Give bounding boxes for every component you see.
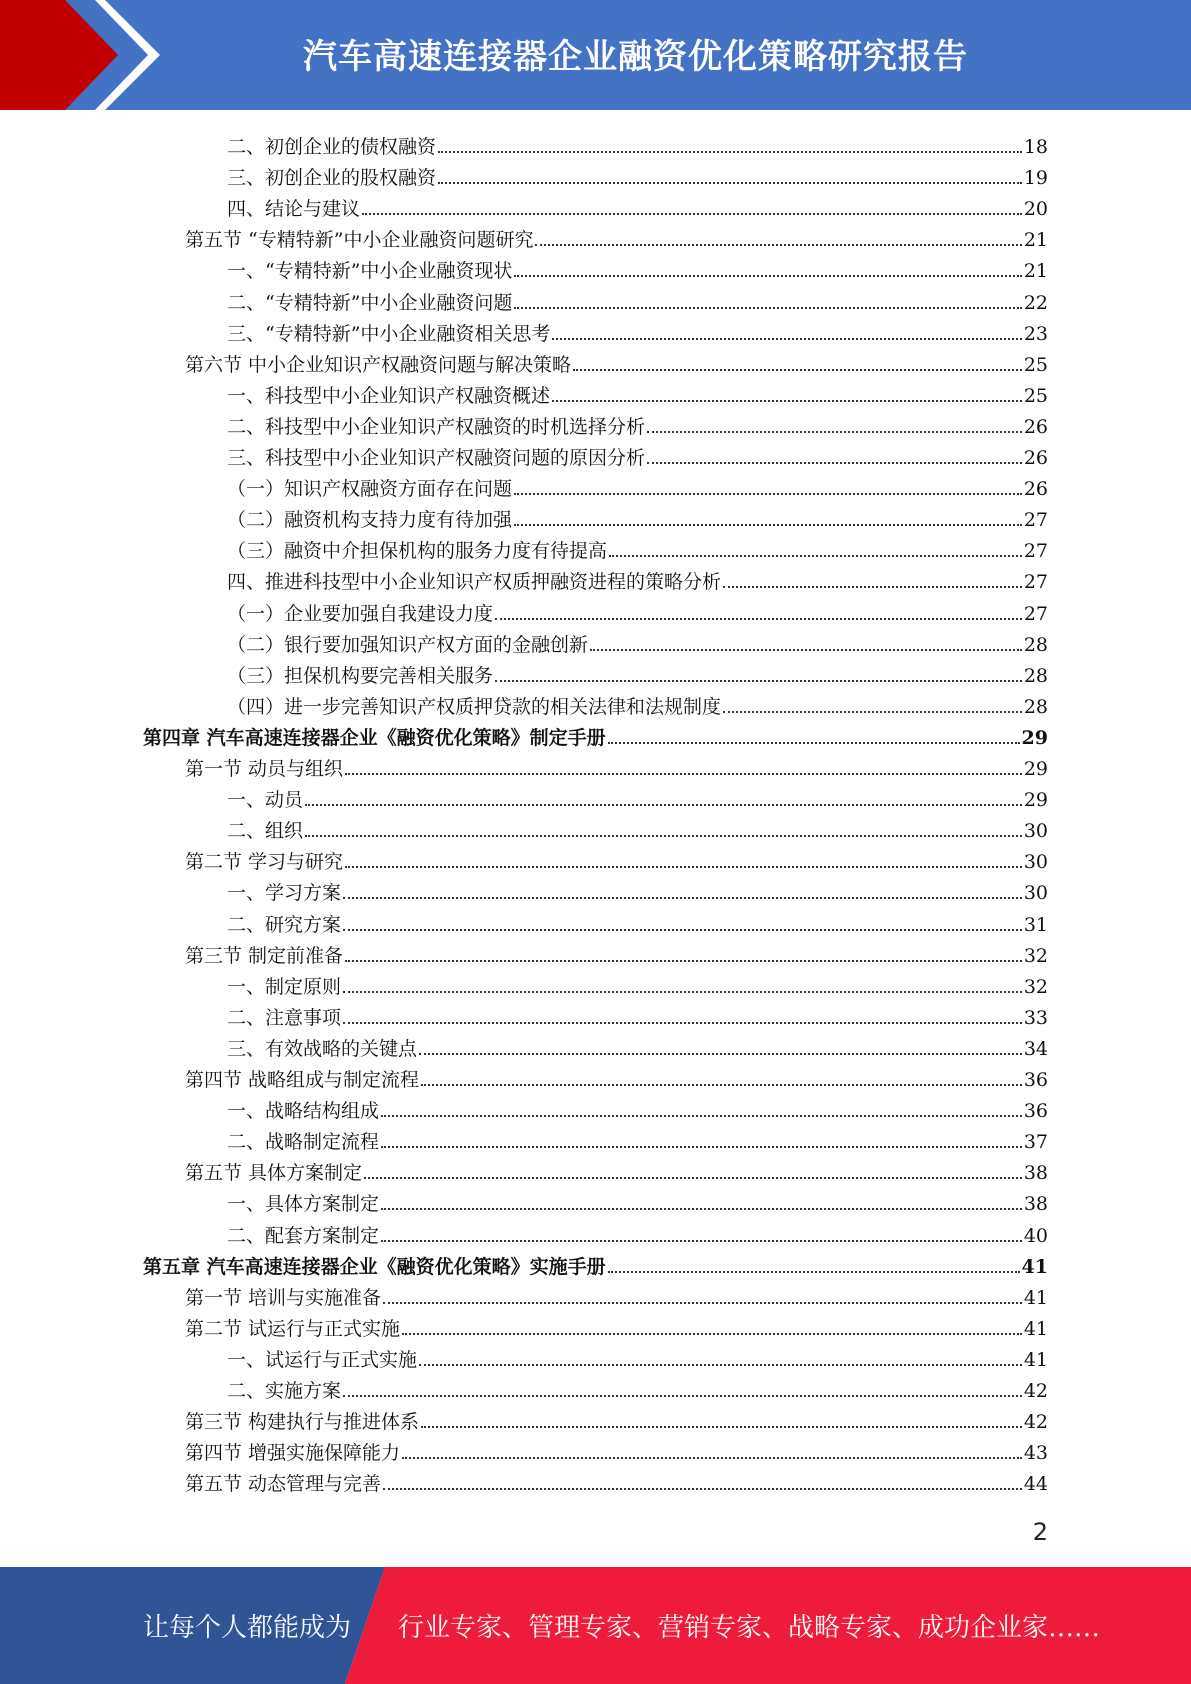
toc-dot-leader — [381, 1240, 1022, 1242]
toc-dot-leader — [419, 1364, 1022, 1366]
toc-entry-title: 二、战略制定流程 — [227, 1131, 380, 1154]
toc-dot-leader — [495, 618, 1022, 620]
footer-band — [0, 1567, 1191, 1684]
toc-dot-leader — [514, 524, 1022, 526]
toc-entry[interactable] — [227, 501, 1048, 532]
toc-dot-leader — [573, 369, 1022, 371]
toc-entry-page: 37 — [1023, 1131, 1048, 1154]
toc-dot-leader — [381, 1146, 1022, 1148]
toc-entry[interactable] — [185, 937, 1048, 968]
toc-entry-page: 27 — [1023, 602, 1048, 625]
toc-entry-page: 26 — [1023, 447, 1048, 469]
toc-dot-leader — [343, 929, 1022, 931]
toc-entry-title: 一、动员 — [227, 789, 304, 812]
toc-entry-page: 29 — [1023, 789, 1048, 812]
toc-entry[interactable] — [227, 532, 1048, 563]
toc-entry-page: 25 — [1023, 353, 1048, 376]
toc-entry-title: （三）担保机构要完善相关服务 — [227, 664, 494, 687]
toc-dot-leader — [608, 1271, 1020, 1273]
header-band — [0, 0, 1191, 110]
page-number: 2 — [1032, 1518, 1048, 1546]
header-title: 汽车高速连接器企业融资优化策略研究报告 — [303, 36, 968, 77]
toc-entry-title: 二、科技型中小企业知识产权融资的时机选择分析 — [227, 415, 646, 438]
toc-entry-page: 25 — [1023, 384, 1048, 407]
toc-entry-title: 第二节 学习与研究 — [185, 851, 344, 874]
toc-entry-title: 第五章 汽车高速连接器企业《融资优化策略》实施手册 — [143, 1255, 606, 1278]
toc-dot-leader — [383, 1302, 1022, 1304]
toc-entry-title: 二、初创企业的债权融资 — [227, 136, 437, 158]
toc-entry-page: 23 — [1023, 322, 1048, 345]
toc-entry[interactable] — [227, 1185, 1048, 1216]
toc-entry[interactable] — [227, 968, 1048, 999]
toc-entry-page: 41 — [1023, 1286, 1048, 1309]
toc-entry-title: （四）进一步完善知识产权质押贷款的相关法律和法规制度 — [227, 695, 722, 718]
toc-entry[interactable] — [227, 657, 1048, 688]
toc-entry-page: 26 — [1023, 415, 1048, 438]
toc-dot-leader — [362, 213, 1022, 215]
toc-entry[interactable] — [185, 1465, 1048, 1496]
toc-entry[interactable] — [143, 1248, 1048, 1279]
toc-entry-page: 28 — [1023, 633, 1048, 656]
toc-dot-leader — [364, 1177, 1022, 1179]
toc-dot-leader — [345, 773, 1022, 775]
toc-entry-title: 第四章 汽车高速连接器企业《融资优化策略》制定手册 — [143, 726, 606, 749]
toc-entry-page: 40 — [1023, 1224, 1048, 1247]
toc-entry[interactable] — [227, 595, 1048, 626]
toc-dot-leader — [421, 1084, 1022, 1086]
toc-entry-title: 第四节 增强实施保障能力 — [185, 1442, 401, 1465]
toc-entry-page: 21 — [1023, 260, 1048, 283]
toc-entry[interactable] — [227, 1123, 1048, 1154]
toc-entry-title: （三）融资中介担保机构的服务力度有待提高 — [227, 540, 608, 563]
toc-dot-leader — [438, 151, 1022, 153]
toc-entry-title: 一、科技型中小企业知识产权融资概述 — [227, 384, 551, 407]
toc-entry[interactable] — [227, 874, 1048, 905]
toc-entry[interactable] — [227, 128, 1048, 159]
toc-entry-title: 一、具体方案制定 — [227, 1193, 380, 1216]
toc-entry-title: 一、学习方案 — [227, 882, 342, 905]
toc-entry-title: 第一节 培训与实施准备 — [185, 1286, 382, 1309]
toc-entry-page: 27 — [1023, 571, 1048, 594]
toc-entry-title: 第五节 动态管理与完善 — [185, 1473, 382, 1496]
toc-entry-title: 二、配套方案制定 — [227, 1224, 380, 1247]
toc-entry[interactable] — [227, 315, 1048, 346]
toc-entry-title: 二、研究方案 — [227, 913, 342, 936]
toc-entry-page: 32 — [1023, 975, 1048, 998]
toc-entry[interactable] — [227, 159, 1048, 190]
toc-entry[interactable] — [185, 843, 1048, 874]
toc-dot-leader — [305, 835, 1022, 837]
toc-entry[interactable] — [227, 906, 1048, 937]
toc-dot-leader — [608, 742, 1020, 744]
toc-entry-page: 38 — [1023, 1193, 1048, 1216]
toc-entry[interactable] — [227, 563, 1048, 594]
toc-entry[interactable] — [227, 1030, 1048, 1061]
toc-entry-title: （一）知识产权融资方面存在问题 — [227, 478, 513, 501]
toc-entry-page: 29 — [1021, 726, 1048, 749]
toc-entry-title: 第五节 “专精特新”中小企业融资问题研究 — [185, 229, 534, 252]
toc-entry-title: 三、科技型中小企业知识产权融资问题的原因分析 — [227, 447, 646, 469]
toc-dot-leader — [535, 244, 1021, 246]
toc-entry-title: 一、试运行与正式实施 — [227, 1348, 418, 1371]
toc-dot-leader — [723, 586, 1022, 588]
toc-entry[interactable] — [227, 812, 1048, 843]
toc-dot-leader — [647, 431, 1022, 433]
toc-entry-title: （二）银行要加强知识产权方面的金融创新 — [227, 633, 589, 656]
toc-entry[interactable] — [227, 1092, 1048, 1123]
toc-entry-title: 二、实施方案 — [227, 1380, 342, 1402]
toc-entry[interactable] — [185, 1154, 1048, 1185]
toc-entry-page: 30 — [1023, 851, 1048, 874]
toc-entry-title: 二、注意事项 — [227, 1006, 342, 1029]
footer-slogan-left: 让每个人都能成为 — [143, 1613, 352, 1643]
toc-entry-page: 30 — [1023, 820, 1048, 843]
toc-entry[interactable] — [227, 408, 1048, 439]
toc-entry-title: 一、制定原则 — [227, 975, 342, 998]
toc-entry[interactable] — [227, 688, 1048, 719]
toc-entry[interactable] — [227, 439, 1048, 470]
toc-entry-page: 44 — [1023, 1473, 1048, 1496]
toc-entry-title: 一、“专精特新”中小企业融资现状 — [227, 260, 513, 283]
toc-entry-page: 26 — [1023, 478, 1048, 501]
toc-entry[interactable] — [227, 1341, 1048, 1372]
toc-dot-leader — [305, 804, 1022, 806]
toc-dot-leader — [514, 307, 1021, 309]
toc-dot-leader — [495, 680, 1022, 682]
toc-entry-title: 第六节 中小企业知识产权融资问题与解决策略 — [185, 353, 572, 376]
toc-entry-page: 38 — [1023, 1162, 1048, 1185]
toc-entry-page: 21 — [1023, 229, 1048, 252]
toc-dot-leader — [552, 338, 1021, 340]
toc-dot-leader — [514, 493, 1022, 495]
toc-entry[interactable] — [227, 284, 1048, 315]
footer-slogan-right: 行业专家、管理专家、营销专家、战略专家、成功企业家…… — [398, 1613, 1101, 1643]
toc-entry-page: 33 — [1023, 1006, 1048, 1029]
toc-entry[interactable] — [227, 190, 1048, 221]
toc-entry-title: 一、战略结构组成 — [227, 1100, 380, 1123]
toc-entry[interactable] — [185, 1061, 1048, 1092]
toc-entry-title: 第二节 试运行与正式实施 — [185, 1317, 401, 1340]
toc-entry-title: 三、有效战略的关键点 — [227, 1037, 418, 1060]
toc-dot-leader — [723, 711, 1022, 713]
toc-dot-leader — [383, 1488, 1022, 1490]
toc-entry-title: 第三节 构建执行与推进体系 — [185, 1411, 420, 1434]
toc-entry-page: 31 — [1023, 913, 1048, 936]
toc-entry[interactable] — [185, 1279, 1048, 1310]
toc-entry-page: 28 — [1023, 695, 1048, 718]
toc-entry-page: 22 — [1023, 291, 1048, 314]
toc-entry[interactable] — [227, 377, 1048, 408]
toc-entry-title: 第一节 动员与组织 — [185, 758, 344, 780]
toc-entry-page: 41 — [1023, 1317, 1048, 1340]
toc-entry-page: 32 — [1023, 944, 1048, 967]
toc-entry-page: 27 — [1023, 509, 1048, 532]
toc-entry-title: 四、结论与建议 — [227, 198, 361, 221]
toc-entry-page: 42 — [1023, 1380, 1048, 1402]
toc-dot-leader — [343, 1395, 1022, 1397]
toc-dot-leader — [590, 649, 1022, 651]
toc-dot-leader — [402, 1457, 1022, 1459]
toc-entry[interactable] — [185, 750, 1048, 781]
toc-dot-leader — [345, 960, 1022, 962]
toc-entry-title: （一）企业要加强自我建设力度 — [227, 602, 494, 625]
toc-entry[interactable] — [227, 1217, 1048, 1248]
toc-dot-leader — [421, 1426, 1022, 1428]
toc-entry-title: 四、推进科技型中小企业知识产权质押融资进程的策略分析 — [227, 571, 722, 594]
toc-entry-title: 第四节 战略组成与制定流程 — [185, 1069, 420, 1091]
toc-dot-leader — [345, 866, 1022, 868]
toc-entry[interactable] — [143, 719, 1048, 750]
toc-entry[interactable] — [185, 1310, 1048, 1341]
toc-entry-page: 20 — [1023, 198, 1048, 221]
toc-dot-leader — [343, 1022, 1022, 1024]
toc-entry-page: 43 — [1023, 1442, 1048, 1465]
toc-dot-leader — [609, 555, 1022, 557]
toc-dot-leader — [552, 400, 1022, 402]
toc-entry-title: 三、“专精特新”中小企业融资相关思考 — [227, 322, 551, 345]
toc-entry-page: 29 — [1023, 758, 1048, 780]
toc-dot-leader — [402, 1333, 1022, 1335]
toc-entry-title: （二）融资机构支持力度有待加强 — [227, 509, 513, 532]
toc-entry[interactable] — [227, 252, 1048, 283]
toc-entry-page: 34 — [1023, 1037, 1048, 1060]
toc-entry[interactable] — [185, 346, 1048, 377]
toc-entry[interactable] — [227, 626, 1048, 657]
toc-entry[interactable] — [185, 221, 1048, 252]
toc-entry-title: 第三节 制定前准备 — [185, 944, 344, 967]
toc-entry[interactable] — [227, 999, 1048, 1030]
toc-entry-title: 二、“专精特新”中小企业融资问题 — [227, 291, 513, 314]
toc-entry-page: 36 — [1023, 1069, 1048, 1091]
toc-entry[interactable] — [185, 1403, 1048, 1434]
toc-entry[interactable] — [185, 1434, 1048, 1465]
toc-entry-title: 二、组织 — [227, 820, 304, 843]
toc-entry-page: 36 — [1023, 1100, 1048, 1123]
toc-entry[interactable] — [227, 470, 1048, 501]
toc-entry-page: 42 — [1023, 1411, 1048, 1434]
toc-entry-page: 27 — [1023, 540, 1048, 563]
toc-dot-leader — [343, 991, 1022, 993]
toc-entry-page: 41 — [1023, 1348, 1048, 1371]
toc-entry-page: 18 — [1023, 136, 1048, 158]
toc-entry-page: 30 — [1023, 882, 1048, 905]
toc-entry[interactable] — [227, 1372, 1048, 1403]
toc-entry-page: 28 — [1023, 664, 1048, 687]
toc-dot-leader — [419, 1053, 1022, 1055]
toc-dot-leader — [381, 1208, 1022, 1210]
toc-entry-title: 三、初创企业的股权融资 — [227, 167, 437, 190]
toc-entry-page: 19 — [1023, 167, 1048, 190]
toc-dot-leader — [438, 182, 1022, 184]
toc-entry[interactable] — [227, 781, 1048, 812]
toc-dot-leader — [343, 897, 1022, 899]
toc-dot-leader — [381, 1115, 1022, 1117]
toc-dot-leader — [647, 462, 1022, 464]
toc-dot-leader — [514, 275, 1021, 277]
toc-entry-page: 41 — [1021, 1255, 1048, 1278]
toc-entry-title: 第五节 具体方案制定 — [185, 1162, 363, 1185]
